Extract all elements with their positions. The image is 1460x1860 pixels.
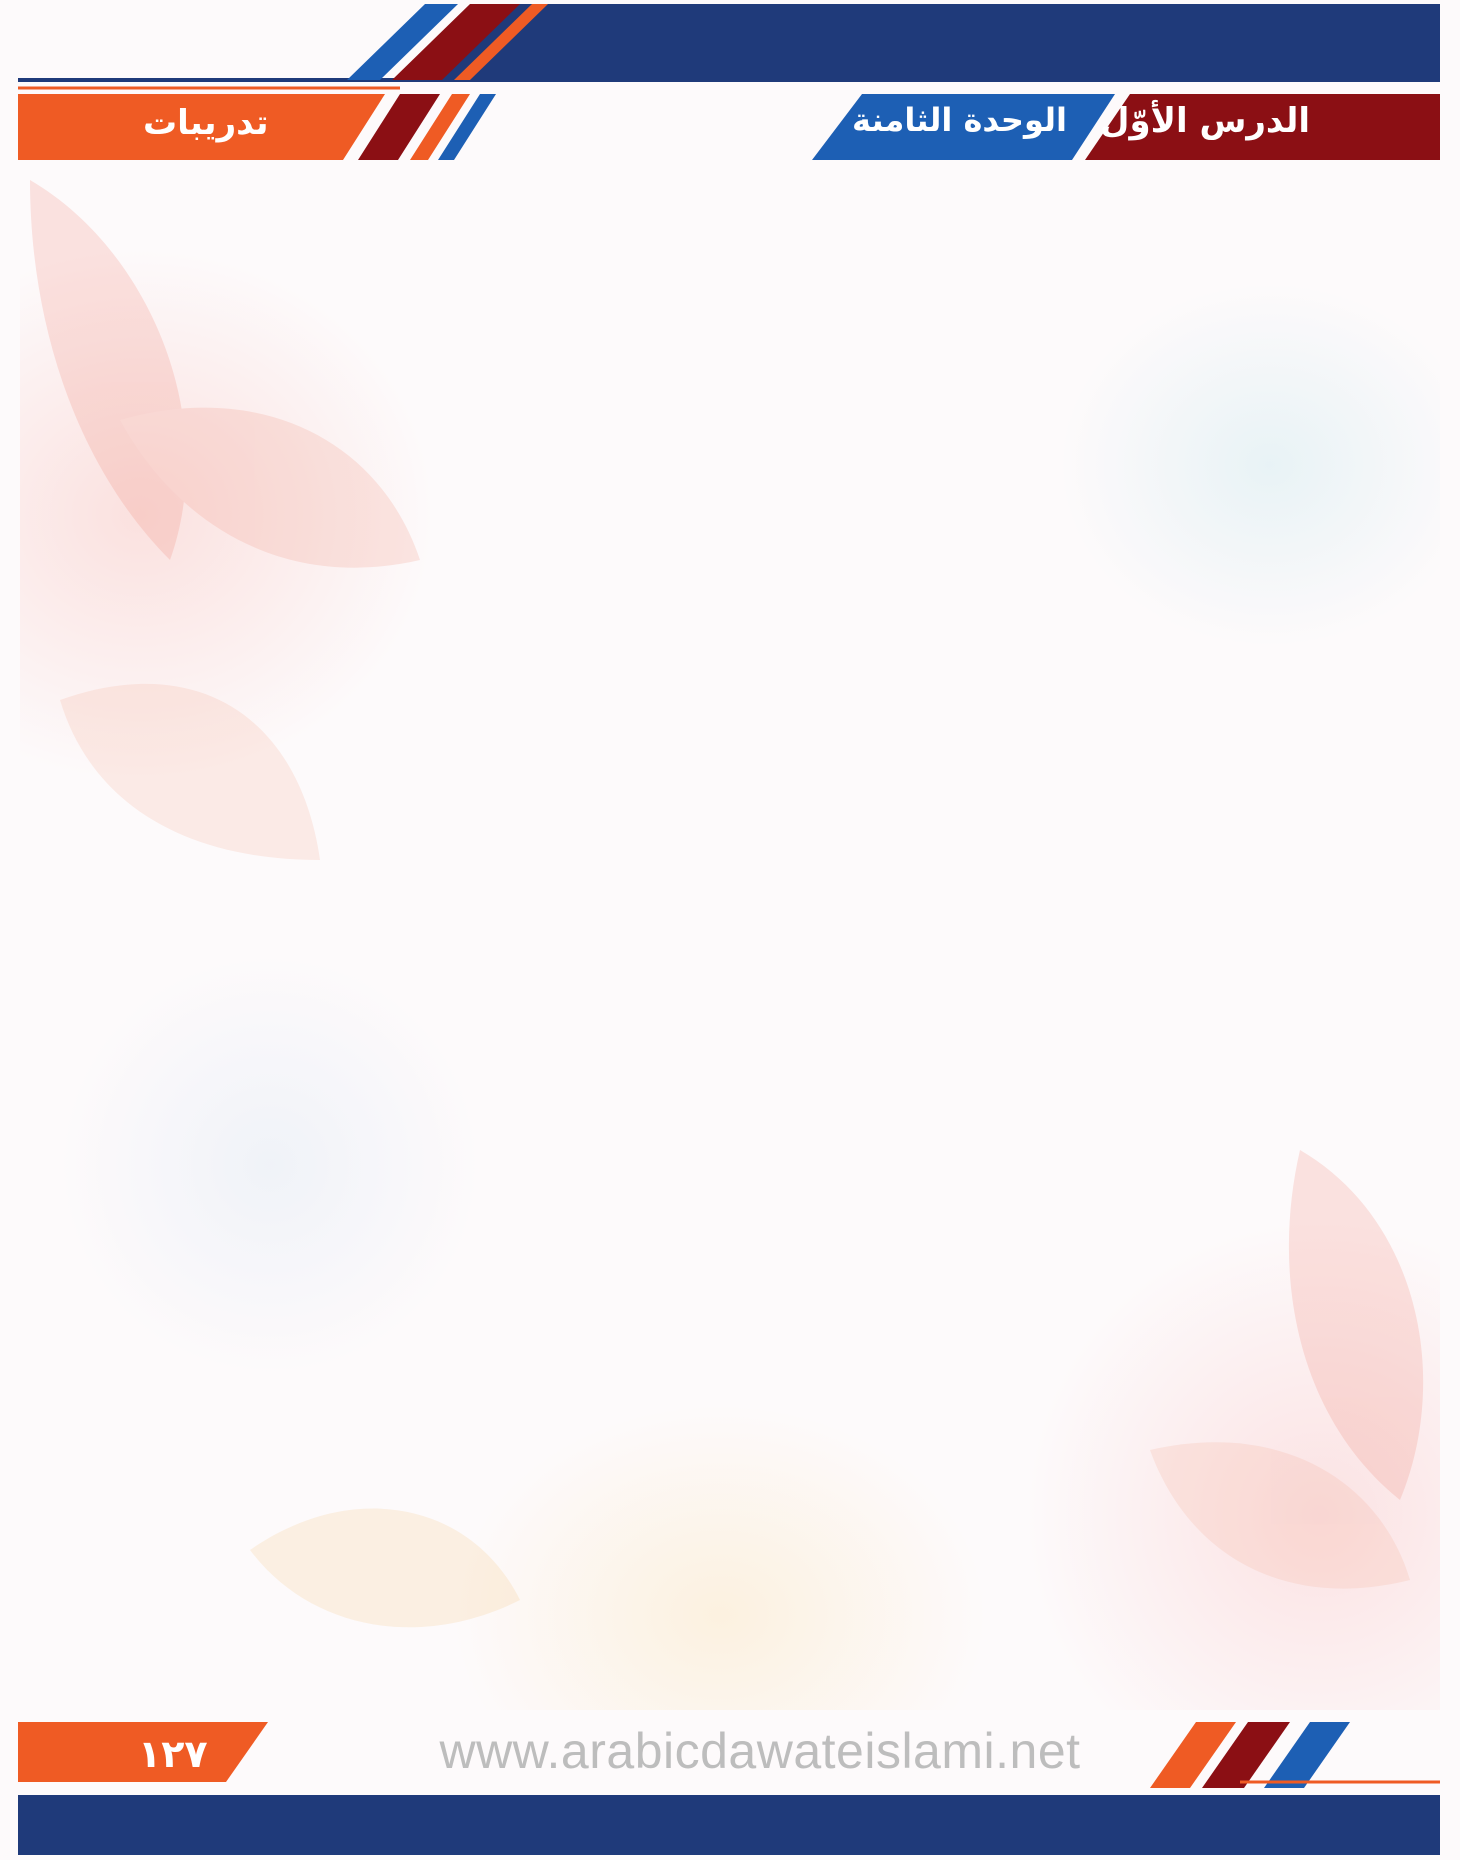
watermark-url: www.arabicdawateislami.net [439,1723,1081,1779]
page-number: ١٢٧ [138,1732,208,1776]
bottom-navy-band [18,1795,1440,1855]
lesson-title: الدرس الأوّل [1100,101,1310,141]
unit-title: الوحدة الثامنة [852,101,1067,139]
top-navy-band [440,4,1440,80]
section-title: تدريبات [143,103,269,143]
